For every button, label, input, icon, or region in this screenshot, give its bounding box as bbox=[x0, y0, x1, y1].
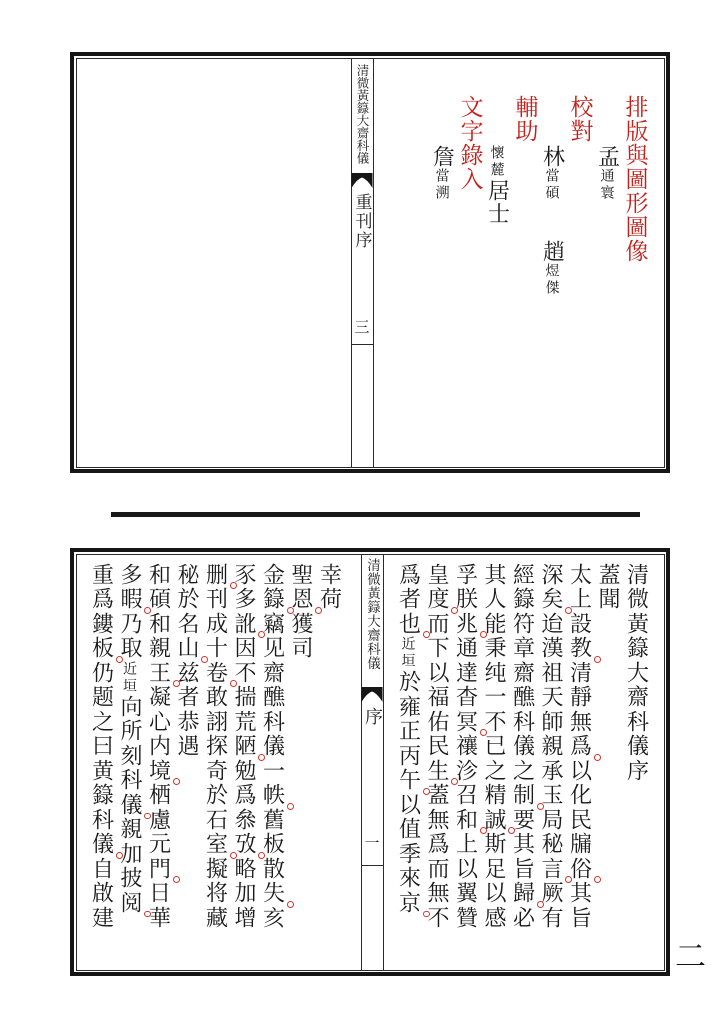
text-column bbox=[200, 563, 229, 970]
reading-mark bbox=[201, 656, 208, 663]
text-column bbox=[564, 563, 593, 970]
text-segment: 當溯 bbox=[433, 167, 450, 202]
spine-page-number: 一 bbox=[362, 834, 381, 850]
reading-mark bbox=[565, 607, 572, 614]
credit-role-column bbox=[566, 59, 593, 467]
reading-mark bbox=[594, 876, 601, 883]
text-segment: 删 刊成十卷 敢詡探奇於石室 擬将藏 bbox=[203, 563, 228, 931]
reading-mark bbox=[230, 852, 237, 859]
spine-rule bbox=[362, 865, 383, 867]
credits-area bbox=[374, 59, 664, 467]
text-segment: 皇度 而下以福佑民生 蓋無爲而無不 bbox=[424, 563, 449, 931]
reading-mark bbox=[423, 788, 430, 795]
reading-mark bbox=[258, 852, 265, 859]
book-title: 清微黃籙大齋科儀 bbox=[355, 63, 370, 164]
reading-mark bbox=[423, 911, 430, 918]
text-segment: 向所刻科儀 親加披阅 bbox=[117, 695, 142, 916]
text-segment: 於雍正丙午 以值季來京 bbox=[396, 670, 421, 915]
spine-page-number: 三 bbox=[352, 318, 371, 334]
reading-mark bbox=[315, 607, 322, 614]
text-segment: 豕多訛 因不揣荒陋 勉爲叅攷 略加增 bbox=[231, 563, 256, 931]
credit-name-column bbox=[593, 59, 621, 467]
text-column bbox=[286, 563, 315, 970]
reading-mark bbox=[287, 803, 294, 810]
preface-right-area bbox=[384, 555, 664, 970]
credit-role-column bbox=[621, 59, 648, 467]
preface-left-area bbox=[77, 555, 361, 970]
top-spine-column bbox=[351, 59, 374, 467]
reading-mark bbox=[537, 901, 544, 908]
text-segment: 蓋聞 bbox=[595, 562, 620, 612]
text-segment: 林 bbox=[539, 144, 565, 168]
text-segment: 重爲鏤板 仍题之曰黄籙科儀 自啟建 bbox=[89, 563, 114, 931]
reading-mark bbox=[116, 656, 123, 663]
spine-rule bbox=[352, 344, 373, 346]
text-segment: 爲者也 bbox=[396, 563, 421, 637]
credit-name-column bbox=[428, 59, 456, 467]
credit-name-column bbox=[538, 59, 566, 467]
text-segment: 排版與圖形圖像 bbox=[621, 94, 648, 263]
bottom-spine-column bbox=[361, 555, 384, 970]
book-title: 清微黃籙大齋科儀 bbox=[364, 557, 380, 670]
section-title: 重刊序 bbox=[351, 192, 372, 250]
section-title: 序 bbox=[362, 706, 383, 727]
text-column bbox=[450, 563, 479, 970]
text-segment: 煜傑 bbox=[543, 262, 560, 297]
text-column bbox=[479, 563, 508, 970]
text-segment: 孚朕兆 通達杳冥 禳沴召和 上以翼贊 bbox=[453, 563, 478, 931]
reading-mark bbox=[287, 901, 294, 908]
text-segment: 文字錄入 bbox=[456, 94, 483, 191]
reading-mark bbox=[144, 607, 151, 614]
text-segment: 輔助 bbox=[511, 94, 538, 143]
top-page bbox=[70, 52, 670, 473]
text-segment: 其人能秉纯一不已之精誠 斯足以感 bbox=[481, 563, 506, 931]
text-segment: 太上設教 清靜無爲 以化民牖俗 其旨 bbox=[567, 563, 592, 931]
reading-mark bbox=[230, 582, 237, 589]
text-segment: 詹 bbox=[429, 144, 455, 168]
text-segment: 當碩 bbox=[543, 167, 560, 202]
reading-mark bbox=[451, 607, 458, 614]
text-segment: 聖恩 獲司 bbox=[288, 563, 313, 661]
reading-mark bbox=[480, 729, 487, 736]
text-column bbox=[507, 563, 536, 970]
text-segment: 深矣 迨漢祖天師親承玉局秘言 厥有 bbox=[538, 563, 563, 931]
text-segment: 通寰 bbox=[598, 167, 615, 202]
text-column bbox=[257, 563, 286, 970]
reading-mark bbox=[423, 631, 430, 638]
text-segment: 金籙 竊见齋醮科儀一帙 舊板散失 亥 bbox=[260, 563, 285, 931]
reading-mark bbox=[537, 803, 544, 810]
text-column bbox=[536, 563, 565, 970]
text-column bbox=[172, 563, 201, 970]
reading-mark bbox=[480, 827, 487, 834]
text-column bbox=[314, 563, 343, 970]
reading-mark bbox=[116, 852, 123, 859]
top-page-left-area-empty bbox=[77, 59, 351, 467]
fishtail-icon bbox=[352, 173, 373, 189]
reading-mark bbox=[230, 680, 237, 687]
text-segment: 多暇 乃取 bbox=[117, 563, 142, 661]
text-segment: 和碩和親王 凝心内境 栖慮元門 日華 bbox=[146, 563, 171, 931]
text-segment: 近垣 bbox=[399, 636, 416, 671]
folio-number: 二 bbox=[675, 939, 706, 975]
text-segment: 孟 bbox=[594, 144, 620, 168]
reading-mark bbox=[173, 778, 180, 785]
reading-mark bbox=[258, 754, 265, 761]
text-segment: 居士 bbox=[484, 178, 510, 225]
text-column bbox=[115, 563, 144, 970]
reading-mark bbox=[173, 876, 180, 883]
reading-mark bbox=[173, 680, 180, 687]
text-segment: 經籙符章齋醮科儀之制 要其旨歸 必 bbox=[510, 563, 535, 931]
text-segment: 清微黃籙大齋科儀序 bbox=[623, 562, 649, 783]
text-column bbox=[229, 563, 258, 970]
top-page-inner-frame bbox=[76, 58, 665, 468]
credit-role-column bbox=[511, 59, 538, 467]
text-segment: 秘於名山 兹者恭遇 bbox=[174, 563, 199, 759]
text-column bbox=[593, 563, 622, 970]
page-divider-rule bbox=[111, 512, 640, 517]
credit-name-column bbox=[483, 59, 511, 467]
bottom-page-inner-frame bbox=[76, 554, 665, 971]
text-column bbox=[422, 563, 451, 970]
text-segment: 趙 bbox=[539, 239, 565, 263]
text-segment: 懷麓 bbox=[488, 144, 505, 179]
fishtail-icon bbox=[362, 687, 383, 703]
bottom-page bbox=[70, 548, 670, 976]
text-segment: 校對 bbox=[566, 94, 593, 143]
text-column bbox=[621, 563, 650, 970]
reading-mark bbox=[287, 607, 294, 614]
text-column bbox=[86, 563, 115, 970]
text-column bbox=[393, 563, 422, 970]
text-segment: 近垣 bbox=[121, 660, 137, 695]
text-column bbox=[143, 563, 172, 970]
text-segment: 幸荷 bbox=[316, 562, 342, 612]
credit-role-column bbox=[456, 59, 483, 467]
reading-mark bbox=[594, 754, 601, 761]
reading-mark bbox=[594, 656, 601, 663]
reading-mark bbox=[480, 631, 487, 638]
